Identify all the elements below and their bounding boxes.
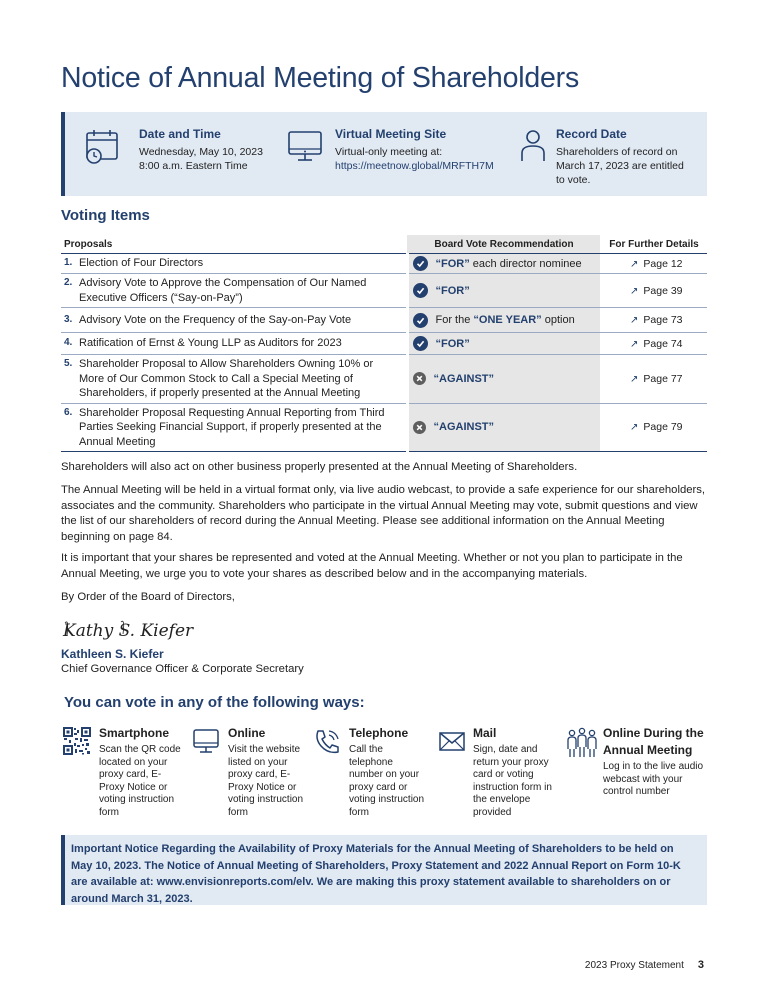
page-number: 3 bbox=[697, 959, 704, 971]
date-time-block bbox=[139, 127, 263, 173]
paragraph-virtual-format: The Annual Meeting will be held in a virtual format only, via live audio webcast, to provide a safe experience for our shareholders, associates and the community. Shareholders who participate in the virtual Annual Meeting may vote, submit questions and view the list of our shareholders of record during the Annual Meeting. Please see additional information on the Annual Meeting beginning on page 84. bbox=[61, 484, 706, 543]
mail-icon bbox=[438, 727, 466, 755]
details-header: For Further Details bbox=[600, 235, 707, 254]
date-time-heading: Date and Time bbox=[139, 127, 221, 141]
page-reference[interactable]: Page 74 bbox=[643, 337, 683, 350]
paragraph-other-business: Shareholders will also act on other business properly presented at the Annual Meeting of Shareholders. bbox=[61, 461, 578, 473]
table-row bbox=[61, 355, 707, 404]
recommendation-text bbox=[434, 421, 495, 433]
virtual-site-block bbox=[335, 127, 494, 173]
table-row bbox=[61, 274, 707, 308]
voting-items-title: Voting Items bbox=[61, 207, 150, 224]
details-cell[interactable] bbox=[600, 308, 707, 333]
proposal-cell bbox=[61, 308, 407, 333]
recommendation-text bbox=[436, 338, 470, 350]
recommendation-text bbox=[436, 314, 575, 326]
table-header-row bbox=[61, 235, 707, 254]
proxy-materials-notice: Important Notice Regarding the Availability of Proxy Materials for the Annual Meeting of Shareholders to be held on May 10, 2023. The Notice of Annual Meeting of Shareholders, Proxy Statement and 2022 Annual Report on Form 10-K are available at: www.envisionreports.com/elv. We are making this proxy statement available to shareholders on or around March 31, 2023. bbox=[61, 835, 707, 905]
proposal-cell bbox=[61, 254, 407, 274]
recommendation-suffix: each director nominee bbox=[469, 257, 582, 270]
arrow-up-right-icon: ↗ bbox=[630, 422, 639, 434]
meeting-info-panel bbox=[61, 112, 707, 196]
record-date-text-3: to vote. bbox=[556, 174, 591, 186]
people-icon bbox=[566, 727, 598, 759]
proposal-cell bbox=[61, 403, 407, 452]
record-date-block bbox=[556, 127, 684, 187]
details-cell[interactable] bbox=[600, 254, 707, 274]
page-reference[interactable]: Page 77 bbox=[643, 372, 683, 385]
proposal-number: 5. bbox=[64, 358, 73, 369]
check-circle-icon bbox=[413, 313, 428, 328]
recommendation-cell bbox=[407, 403, 600, 452]
recommendation-vote: “AGAINST” bbox=[433, 421, 494, 434]
signatory-name: Kathleen S. Kiefer bbox=[61, 647, 164, 661]
proposal-cell bbox=[61, 274, 407, 308]
check-circle-icon bbox=[413, 256, 428, 271]
recommendation-suffix: option bbox=[541, 314, 575, 326]
x-circle-icon bbox=[413, 372, 426, 385]
arrow-up-right-icon: ↗ bbox=[630, 258, 639, 270]
page-title: Notice of Annual Meeting of Shareholders bbox=[61, 62, 579, 94]
proposal-number: 4. bbox=[64, 337, 73, 349]
meeting-time: 8:00 a.m. Eastern Time bbox=[139, 160, 248, 172]
recommendation-text bbox=[436, 258, 582, 270]
recommendation-vote: “ONE YEAR” bbox=[473, 314, 542, 326]
vote-ways-title: You can vote in any of the following ways: bbox=[64, 694, 365, 711]
proposal-text: Shareholder Proposal to Allow Shareholders Owning 10% or More of Our Common Stock to Call a Special Meeting of Shareholders, if properly presented at the Annual Meeting bbox=[79, 358, 374, 399]
record-date-text-2: March 17, 2023 are entitled bbox=[556, 160, 684, 172]
table-row bbox=[61, 333, 707, 355]
proposals-header: Proposals bbox=[61, 235, 407, 254]
table-row bbox=[61, 403, 707, 452]
recommendation-vote: “FOR” bbox=[435, 257, 470, 270]
recommendation-cell bbox=[407, 254, 600, 274]
vote-method-text: Log in to the live audio webcast with your control number bbox=[603, 761, 704, 797]
arrow-up-right-icon: ↗ bbox=[630, 338, 639, 350]
arrow-up-right-icon: ↗ bbox=[630, 373, 639, 385]
person-icon bbox=[517, 129, 549, 165]
paragraph-by-order: By Order of the Board of Directors, bbox=[61, 591, 235, 603]
vote-method-online bbox=[228, 725, 310, 819]
details-cell[interactable] bbox=[600, 333, 707, 355]
recommendation-vote: “FOR” bbox=[435, 284, 470, 297]
details-cell[interactable] bbox=[600, 274, 707, 308]
vote-method-smartphone bbox=[99, 725, 181, 819]
page-reference[interactable]: Page 39 bbox=[643, 284, 683, 297]
page-reference[interactable]: Page 73 bbox=[643, 314, 683, 326]
arrow-up-right-icon: ↗ bbox=[630, 285, 639, 297]
phone-icon bbox=[312, 727, 342, 755]
recommendation-prefix: For the bbox=[435, 314, 474, 326]
paragraph-importance: It is important that your shares be represented and voted at the Annual Meeting. Whether or not you plan to participate in the Annual Meeting, we urge you to vote your shares as described below and in the accompanying materials. bbox=[61, 552, 683, 580]
vote-method-name: Online During the Annual Meeting bbox=[603, 726, 704, 757]
recommendation-text bbox=[436, 285, 470, 297]
recommendation-cell bbox=[407, 274, 600, 308]
proposal-cell bbox=[61, 333, 407, 355]
record-date-text-1: Shareholders of record on bbox=[556, 146, 678, 158]
vote-method-name: Online bbox=[228, 726, 266, 740]
vote-method-online-meeting bbox=[603, 725, 705, 799]
proposal-text: Election of Four Directors bbox=[79, 257, 204, 270]
page-footer bbox=[585, 959, 704, 971]
vote-method-name: Telephone bbox=[349, 726, 409, 740]
page-reference[interactable]: Page 12 bbox=[643, 257, 683, 270]
vote-method-name: Mail bbox=[473, 726, 497, 740]
monitor-icon bbox=[287, 129, 323, 165]
proposal-text: Shareholder Proposal Requesting Annual Reporting from Third Parties Seeking Financial Support, if properly presented at the Annual Meeting bbox=[79, 406, 385, 448]
signature-image bbox=[61, 614, 194, 646]
signatory-title: Chief Governance Officer & Corporate Secretary bbox=[61, 663, 304, 675]
virtual-site-heading: Virtual Meeting Site bbox=[335, 127, 447, 141]
details-cell[interactable] bbox=[600, 403, 707, 452]
recommendation-vote: “FOR” bbox=[435, 337, 470, 350]
svg-text:Kathy S. Kiefer: Kathy S. Kiefer bbox=[63, 621, 194, 641]
vote-method-telephone bbox=[349, 725, 429, 819]
virtual-site-text: Virtual-only meeting at: bbox=[335, 146, 443, 158]
record-date-heading: Record Date bbox=[556, 127, 627, 141]
vote-method-name: Smartphone bbox=[99, 726, 170, 740]
recommendation-cell bbox=[407, 333, 600, 355]
qr-code-icon bbox=[63, 727, 91, 755]
proposal-number: 2. bbox=[64, 277, 73, 288]
voting-items-table bbox=[61, 235, 707, 452]
table-row bbox=[61, 308, 707, 333]
vote-method-text: Scan the QR code located on your proxy card, E-Proxy Notice or voting instruction form bbox=[99, 744, 181, 818]
x-circle-icon bbox=[413, 421, 426, 434]
recommendation-vote: “AGAINST” bbox=[433, 372, 494, 385]
proposal-number: 6. bbox=[64, 406, 73, 418]
proposal-cell bbox=[61, 355, 407, 404]
recommendation-cell bbox=[407, 308, 600, 333]
proposal-text: Advisory Vote to Approve the Compensation of Our Named Executive Officers (“Say-on-Pay”) bbox=[79, 277, 367, 304]
calendar-clock-icon bbox=[83, 129, 121, 165]
laptop-icon bbox=[191, 727, 221, 755]
table-row bbox=[61, 254, 707, 274]
details-cell[interactable] bbox=[600, 355, 707, 404]
proposal-number: 3. bbox=[64, 313, 73, 325]
proposal-number: 1. bbox=[64, 257, 73, 269]
vote-method-mail bbox=[473, 725, 563, 819]
vote-method-text: Visit the website listed on your proxy card, E-Proxy Notice or voting instruction form bbox=[228, 744, 304, 818]
page-reference[interactable]: Page 79 bbox=[643, 421, 683, 434]
proposal-text: Advisory Vote on the Frequency of the Say-on-Pay Vote bbox=[79, 313, 352, 326]
arrow-up-right-icon: ↗ bbox=[630, 315, 639, 326]
meeting-date: Wednesday, May 10, 2023 bbox=[139, 146, 263, 158]
check-circle-icon bbox=[413, 283, 428, 298]
check-circle-icon bbox=[413, 336, 428, 351]
recommendation-text bbox=[434, 373, 495, 385]
vote-method-text: Call the telephone number on your proxy card or voting instruction form bbox=[349, 744, 425, 818]
vote-method-text: Sign, date and return your proxy card or voting instruction form in the envelope provided bbox=[473, 744, 552, 818]
recommendation-cell bbox=[407, 355, 600, 404]
recommendation-header: Board Vote Recommendation bbox=[407, 235, 600, 254]
proposal-text: Ratification of Ernst & Young LLP as Auditors for 2023 bbox=[79, 337, 342, 350]
meeting-link[interactable]: https://meetnow.global/MRFTH7M bbox=[335, 160, 494, 172]
footer-label: 2023 Proxy Statement bbox=[584, 960, 684, 971]
